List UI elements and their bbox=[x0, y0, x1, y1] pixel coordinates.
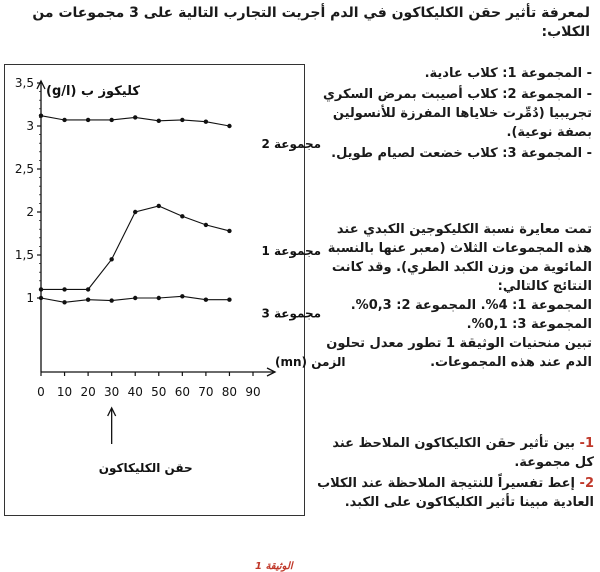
data-point bbox=[62, 300, 66, 304]
question-2-number: 2- bbox=[579, 476, 594, 491]
data-point bbox=[157, 296, 161, 300]
problem-statement: لمعرفة تأثير حقن الكليكاكون في الدم أجريت التجارب التالية على 3 مجموعات من الكلاب: bbox=[32, 5, 590, 40]
label-layer bbox=[15, 76, 346, 476]
data-point bbox=[204, 223, 208, 227]
x-tick-label: 30 bbox=[104, 385, 120, 399]
y-tick-label: 3 bbox=[26, 119, 34, 133]
y-tick-label: 1,5 bbox=[14, 248, 34, 262]
data-point bbox=[62, 287, 66, 291]
x-tick-label: 50 bbox=[151, 385, 167, 399]
y-tick-label: 2,5 bbox=[14, 162, 34, 176]
x-tick-label: 90 bbox=[245, 385, 261, 399]
data-point bbox=[86, 287, 90, 291]
x-tick-label: 40 bbox=[127, 385, 143, 399]
y-tick-label: 2 bbox=[26, 205, 34, 219]
y-tick-label: 3,5 bbox=[14, 76, 34, 90]
group-2-description: - المجموعة 2: كلاب أصيبت بمرض السكري تجريبيا (دُمِّرت خلاياها المفرزة للأنسولين بصفة نوعية). bbox=[322, 87, 592, 140]
x-tick-label: 70 bbox=[198, 385, 214, 399]
data-point bbox=[39, 296, 43, 300]
data-point bbox=[180, 214, 184, 218]
questions-list bbox=[312, 434, 594, 514]
x-tick-label: 10 bbox=[56, 385, 73, 399]
data-point bbox=[133, 210, 137, 214]
document-label: الوثيقة 1 bbox=[255, 561, 293, 572]
data-point bbox=[62, 118, 66, 122]
data-point bbox=[227, 124, 231, 128]
question-2 bbox=[312, 474, 594, 512]
glucose-chart bbox=[5, 65, 346, 515]
injection-annotation: حقن الكليكاكون bbox=[98, 461, 193, 475]
x-tick-label: 20 bbox=[80, 385, 96, 399]
data-point bbox=[86, 118, 90, 122]
data-point bbox=[39, 113, 43, 117]
data-point bbox=[180, 294, 184, 298]
x-tick-label: 0 bbox=[37, 385, 45, 399]
chart-frame bbox=[4, 64, 346, 572]
series-label: مجموعة 2 bbox=[261, 137, 322, 151]
y-axis-title: كليكوز ب (g/l) bbox=[46, 84, 140, 99]
data-point bbox=[157, 119, 161, 123]
x-tick-label: 60 bbox=[174, 385, 190, 399]
question-2-text: إعط تفسيراً للنتيجة الملاحظة عند الكلاب العادية مبينا تأثير الكليكاكون على الكبد. bbox=[317, 476, 594, 510]
data-point bbox=[227, 229, 231, 233]
group-3-description: - المجموعة 3: كلاب خضعت لصيام طويل. bbox=[331, 146, 592, 161]
series-label: مجموعة 1 bbox=[261, 243, 322, 258]
question-1-text: بين تأثير حقن الكليكاكون الملاحظ عند كل مجموعة. bbox=[332, 436, 594, 470]
series-label: مجموعة 3 bbox=[261, 306, 322, 321]
data-point bbox=[204, 120, 208, 124]
data-point bbox=[109, 257, 113, 261]
question-1 bbox=[312, 434, 594, 472]
data-point bbox=[109, 298, 113, 302]
data-point bbox=[227, 298, 231, 302]
data-point bbox=[157, 204, 161, 208]
results-values: المجموعة 1: 4%. المجموعة 2: 0,3%. المجموعة 3: 0,1%. bbox=[350, 298, 592, 332]
data-point bbox=[133, 115, 137, 119]
group-1-description: - المجموعة 1: كلاب عادية. bbox=[424, 66, 592, 81]
data-point bbox=[86, 298, 90, 302]
data-point bbox=[39, 287, 43, 291]
question-1-number: 1- bbox=[579, 436, 594, 451]
measurement-text: تمت معايرة نسبة الكليكوجين الكبدي عند هذه المجموعات الثلاث (معبر عنها بالنسبة المائوية من وزن الكبد الطري). وقد كانت النتائج كالتالي: bbox=[327, 222, 592, 294]
x-axis-title: الزمن (mn) bbox=[275, 355, 346, 369]
groups-list bbox=[318, 64, 592, 165]
series-line bbox=[41, 206, 229, 289]
data-point bbox=[180, 118, 184, 122]
series-layer bbox=[39, 113, 232, 304]
curves-description: تبين منحنيات الوثيقة 1 تطور معدل تحلون الدم عند هذه المجموعات. bbox=[326, 336, 592, 370]
y-tick-label: 1 bbox=[26, 291, 34, 305]
x-tick-label: 80 bbox=[221, 385, 238, 399]
data-point bbox=[133, 296, 137, 300]
data-point bbox=[109, 118, 113, 122]
data-point bbox=[204, 298, 208, 302]
results-paragraph bbox=[318, 220, 592, 372]
